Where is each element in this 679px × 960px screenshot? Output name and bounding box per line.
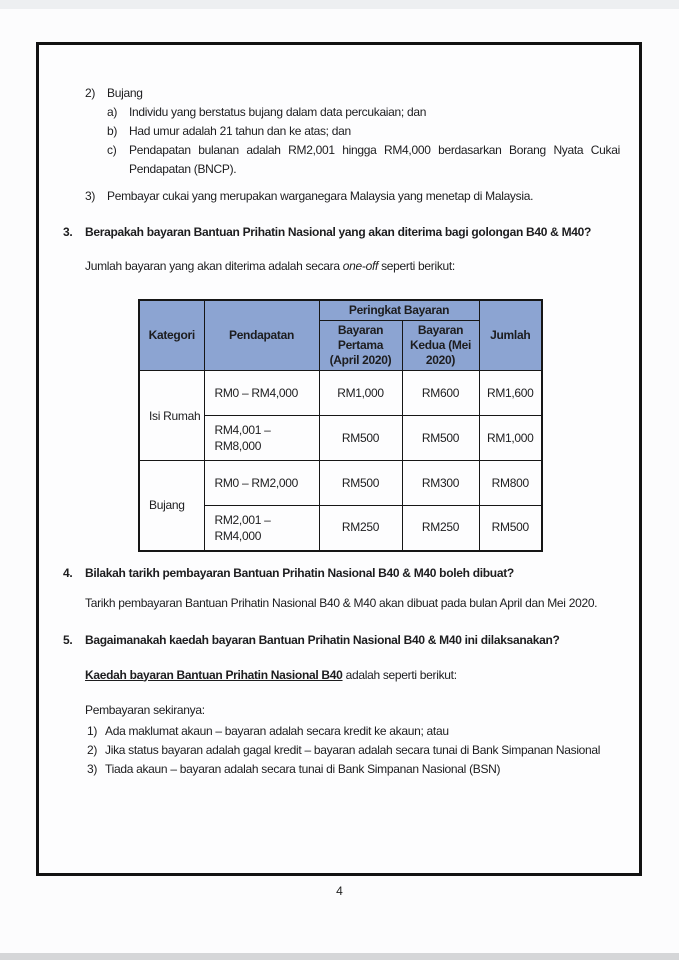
pendapatan-cell: RM2,001 – RM4,000 — [204, 506, 319, 551]
question-5-heading — [63, 631, 620, 650]
payment-item-2-text: Jika status bayaran adalah gagal kredit – bayaran adalah secara tunai di Bank Simpanan Nasional — [105, 742, 601, 757]
eligibility-item-taxpayer-text: Pembayar cukai yang merupakan warganegara Malaysia yang menetap di Malaysia. — [107, 189, 534, 203]
eligibility-item-bujang-title: Bujang — [107, 86, 143, 100]
answer-intro-pre: Jumlah bayaran yang akan diterima adalah secara — [85, 259, 343, 273]
photo-edge-top — [0, 0, 679, 9]
header-jumlah: Jumlah — [479, 300, 542, 371]
bujang-subitem-b-text: Had umur adalah 21 tahun dan ke atas; dan — [129, 124, 351, 138]
bayaran-pertama-cell: RM500 — [319, 461, 402, 506]
header-kategori: Kategori — [139, 300, 204, 371]
bujang-sublist — [107, 103, 620, 179]
bujang-subitem-c-text: Pendapatan bulanan adalah RM2,001 hingga RM4,000 berdasarkan Borang Nyata Cukai Pendapatan (BNCP). — [129, 143, 620, 176]
payment-table — [138, 299, 543, 552]
question-4-heading — [63, 564, 620, 583]
table-row-bujang-1 — [139, 461, 542, 506]
list-marker: 3) — [85, 189, 96, 203]
header-peringkat-bayaran: Peringkat Bayaran — [319, 300, 479, 321]
question-4-text: Bilakah tarikh pembayaran Bantuan Prihatin Nasional B40 & M40 boleh dibuat? — [85, 565, 514, 580]
question-marker: 3. — [63, 225, 73, 239]
jumlah-cell: RM500 — [479, 506, 542, 551]
payment-item-3 — [87, 760, 620, 779]
header-bayaran-kedua: Bayaran Kedua (Mei 2020) — [402, 321, 479, 371]
jumlah-cell: RM1,600 — [479, 371, 542, 416]
category-cell-isi-rumah: Isi Rumah — [139, 371, 204, 461]
question-4-answer: Tarikh pembayaran Bantuan Prihatin Nasional B40 & M40 akan dibuat pada bulan April dan Mei 2020. — [85, 595, 598, 610]
document-frame — [36, 42, 642, 876]
question-marker: 4. — [63, 565, 73, 580]
bayaran-pertama-cell: RM1,000 — [319, 371, 402, 416]
question-3-text: Berapakah bayaran Bantuan Prihatin Nasional yang akan diterima bagi golongan B40 & M40? — [85, 225, 592, 239]
bujang-subitem-a-text: Individu yang berstatus bujang dalam data percukaian; dan — [129, 105, 427, 119]
bayaran-pertama-cell: RM250 — [319, 506, 402, 551]
eligibility-item-taxpayer — [85, 187, 620, 206]
page-number: 4 — [336, 884, 343, 898]
bayaran-kedua-cell: RM300 — [402, 461, 479, 506]
bujang-subitem-c — [107, 141, 620, 179]
method-rest: adalah seperti berikut: — [342, 667, 457, 682]
jumlah-cell: RM1,000 — [479, 416, 542, 461]
list-marker: 1) — [87, 723, 98, 738]
bayaran-kedua-cell: RM250 — [402, 506, 479, 551]
bujang-subitem-b — [107, 122, 620, 141]
payment-item-3-text: Tiada akaun – bayaran adalah secara tunai di Bank Simpanan Nasional (BSN) — [105, 761, 501, 776]
question-3-answer-intro — [85, 257, 620, 276]
header-bayaran-pertama: Bayaran Pertama (April 2020) — [319, 321, 402, 371]
list-marker: b) — [107, 124, 118, 138]
question-5-text: Bagaimanakah kaedah bayaran Bantuan Prihatin Nasional B40 & M40 ini dilaksanakan? — [85, 632, 560, 647]
payment-item-1 — [87, 722, 620, 741]
pendapatan-cell: RM0 – RM2,000 — [204, 461, 319, 506]
list-marker: 3) — [87, 761, 98, 776]
category-cell-bujang: Bujang — [139, 461, 204, 551]
bayaran-kedua-cell: RM500 — [402, 416, 479, 461]
list-marker: a) — [107, 105, 118, 119]
answer-intro-post: seperti berikut: — [378, 259, 455, 273]
question-marker: 5. — [63, 632, 73, 647]
pendapatan-cell: RM4,001 – RM8,000 — [204, 416, 319, 461]
bujang-subitem-a — [107, 103, 620, 122]
table-row-isi-rumah-1 — [139, 371, 542, 416]
header-pendapatan: Pendapatan — [204, 300, 319, 371]
list-marker: 2) — [87, 742, 98, 757]
bayaran-kedua-cell: RM600 — [402, 371, 479, 416]
question-3-heading — [63, 223, 620, 242]
payment-item-2 — [87, 741, 620, 760]
one-off-italic: one-off — [342, 259, 379, 273]
payment-table-header — [139, 300, 542, 371]
list-marker: 2) — [85, 86, 96, 100]
pendapatan-cell: RM0 – RM4,000 — [204, 371, 319, 416]
jumlah-cell: RM800 — [479, 461, 542, 506]
payment-intro: Pembayaran sekiranya: — [85, 702, 205, 717]
payment-item-1-text: Ada maklumat akaun – bayaran adalah secara kredit ke akaun; atau — [105, 723, 449, 738]
photo-edge-bottom — [0, 953, 679, 960]
list-marker: c) — [107, 143, 117, 157]
eligibility-item-bujang — [85, 84, 620, 103]
payment-list — [87, 722, 620, 779]
bayaran-pertama-cell: RM500 — [319, 416, 402, 461]
payment-method-line — [85, 666, 620, 685]
method-bold-underline: Kaedah bayaran Bantuan Prihatin Nasional B40 — [85, 667, 343, 682]
